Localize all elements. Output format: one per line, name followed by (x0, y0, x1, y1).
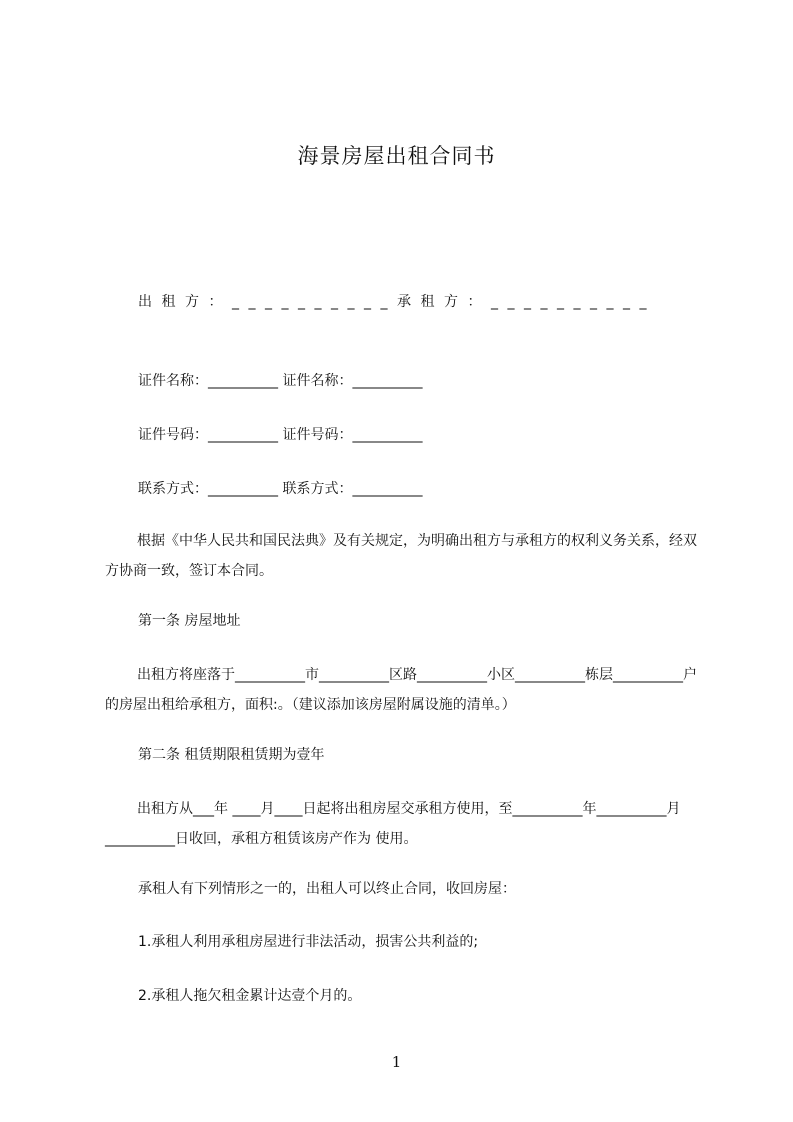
document-title: 海景房屋出租合同书 (297, 144, 496, 168)
article-2-text: 出租方从___年 ____月____日起将出租房屋交承租方使用，至__________年__________月__________日收回，承租方租赁该房产作为 使用。 (105, 801, 681, 847)
article-1-heading: 第一条 房屋地址 (138, 613, 241, 629)
parties-line: 出租方：__________承租方：__________ (138, 294, 656, 310)
termination-intro: 承租人有下列情形之一的，出租人可以终止合同，收回房屋： (138, 881, 516, 897)
article-2-heading: 第二条 租赁期限租赁期为壹年 (138, 747, 325, 763)
termination-item-2: 2.承租人拖欠租金累计达壹个月的。 (138, 988, 362, 1004)
termination-item-1: 1.承租人利用承租房屋进行非法活动，损害公共利益的; (138, 934, 479, 950)
contact-line: 联系方式：__________ 联系方式：__________ (138, 481, 423, 497)
id-name-line: 证件名称：__________ 证件名称：__________ (138, 373, 423, 389)
id-number-line: 证件号码：__________ 证件号码：__________ (138, 427, 423, 443)
page-number: 1 (391, 1053, 402, 1071)
intro-paragraph: 根据《中华人民共和国民法典》及有关规定，为明确出租方与承租方的权利义务关系，经双方协商一致，签订本合同。 (105, 533, 697, 579)
article-1-text: 出租方将座落于__________市__________区路__________小区__________栋层__________户的房屋出租给承租方，面积:。（建议添加该房屋附属设施的清单。） (105, 667, 697, 713)
